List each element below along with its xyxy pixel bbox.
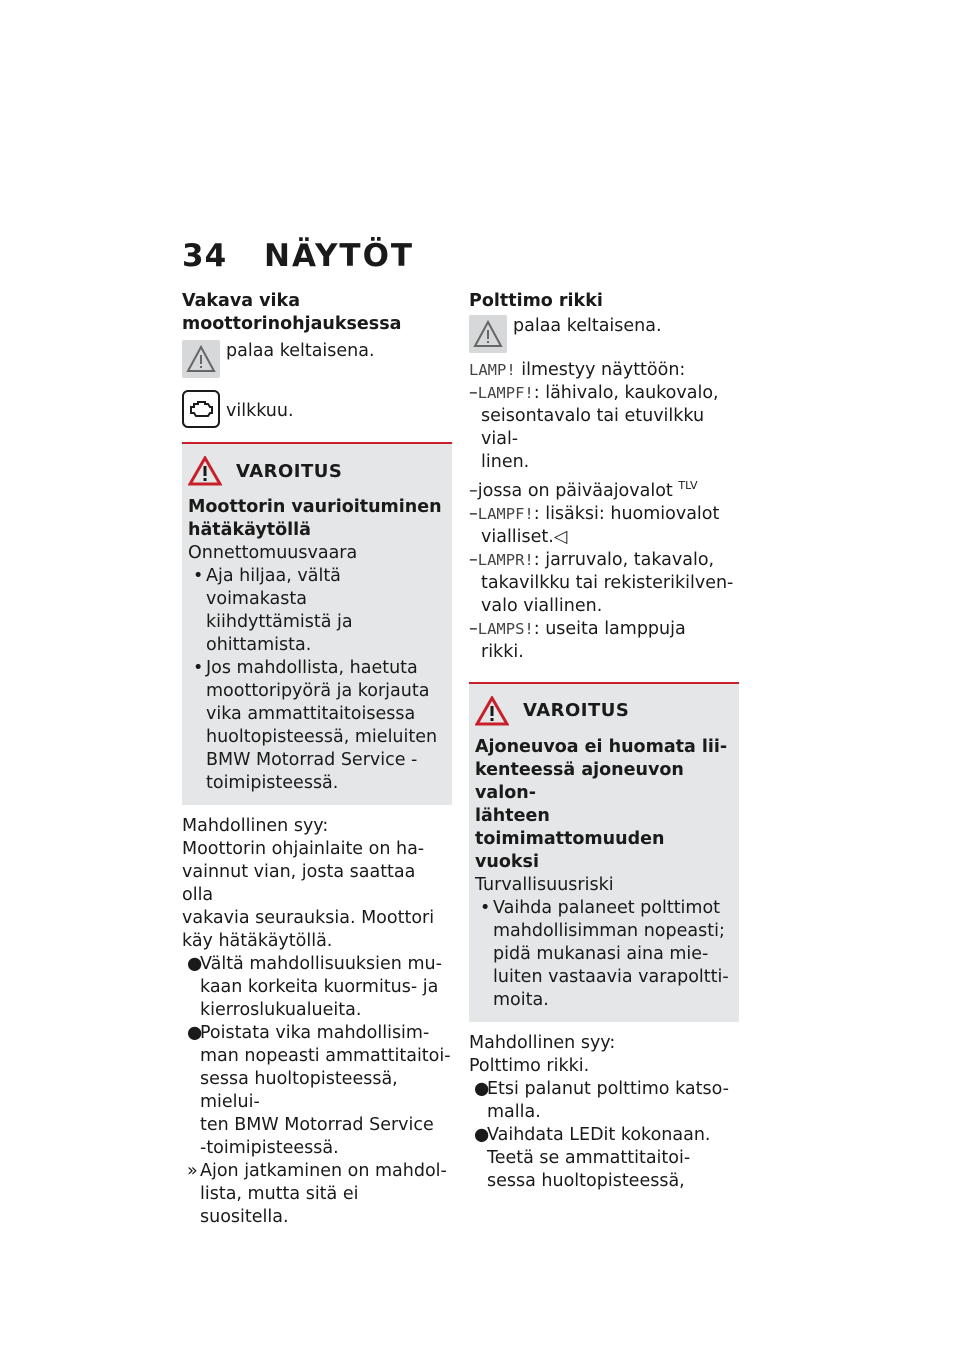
section-heading-bulb: Polttimo rikki (469, 291, 603, 311)
lamp-item: –LAMPS!: useita lamppuja rikki. (469, 618, 686, 662)
cause-label: Mahdollinen syy: (182, 816, 329, 836)
warning-box (469, 682, 739, 1022)
section-heading-engine: Vakava vika moottorinohjauksessa (182, 291, 402, 334)
warning-box (182, 442, 452, 805)
warning-heading: Moottorin vaurioituminen hätäkäytöllä (188, 497, 442, 540)
lamp-item: –jossa on päiväajovalot $^{TLV}$ (469, 479, 698, 501)
engine-icon (182, 390, 220, 428)
warning-triangle-icon (475, 696, 509, 726)
warning-title: VAROITUS (523, 700, 630, 722)
warning-bullet: • Vaihda palaneet polttimot mahdollisimman nopeasti; pidä mukanasi aina mie- luiten vastaavia varapoltti- moita. (480, 897, 729, 1010)
cause-label: Mahdollinen syy: (469, 1032, 616, 1053)
warning-bullet: • Aja hiljaa, vältä voimakasta kiihdyttämistä ja ohittamista. (193, 566, 353, 655)
display-message: LAMP! ilmestyy näyttöön: (469, 360, 686, 380)
warning-bullet: • Jos mahdollista, haetuta moottoripyörä ja korjauta vika ammattitaitoisessa huoltopisteessä, mieluiten BMW Motorrad Service - toimipisteessä. (193, 658, 438, 793)
action-item: ●Vaihdata LEDit kokonaan. Teetä se ammattitaitoi- sessa huoltopisteessä, (474, 1124, 711, 1191)
warning-heading: Ajoneuvoa ei huomata lii- kenteessä ajoneuvon valon- lähteen toimimattomuuden vuoksi (475, 736, 728, 872)
warning-subtitle: Turvallisuusriski (475, 874, 614, 895)
cause-text: Moottorin ohjainlaite on ha- vainnut vian, josta saattaa olla vakavia seurauksia. Moottori käy hätäkäytöllä. (182, 839, 435, 951)
lamp-item: –LAMPR!: jarruvalo, takavalo, takavilkku tai rekisterikilven- valo viallinen. (469, 549, 734, 616)
result-item: » Ajon jatkaminen on mahdol- lista, mutta sitä ei suositella. (187, 1161, 447, 1227)
indicator-text: palaa keltaisena. (513, 316, 662, 336)
page-number: 34 (182, 238, 228, 274)
lamp-item: –LAMPF!: lisäksi: huomiovalot vialliset.◁ (469, 503, 720, 547)
action-item: ●Etsi palanut polttimo katso- malla. (474, 1078, 729, 1122)
warning-subtitle: Onnettomuusvaara (188, 543, 358, 563)
indicator-text: palaa keltaisena. (226, 341, 375, 361)
indicator-row-engine (182, 390, 452, 428)
lamp-item: –LAMPF!: lähivalo, kaukovalo, seisontavalo tai etuvilkku vial- linen. (469, 383, 719, 472)
right-column (469, 290, 739, 1193)
left-column (182, 290, 452, 1229)
indicator-row-warning (182, 340, 452, 378)
warning-triangle-icon (182, 340, 220, 378)
cause-text: Polttimo rikki. (469, 1055, 590, 1076)
indicator-text: vilkkuu. (226, 401, 294, 421)
warning-triangle-icon (469, 315, 507, 353)
indicator-row-warning (469, 315, 739, 353)
chapter-title: NÄYTÖT (264, 238, 415, 274)
action-item: ●Poistata vika mahdollisim- man nopeasti ammattitaitoi- sessa huoltopisteessä, mielui- ten BMW Motorrad Service -toimipisteessä. (187, 1023, 451, 1158)
warning-triangle-icon (188, 456, 222, 486)
warning-title: VAROITUS (236, 460, 343, 482)
action-item: ●Vältä mahdollisuuksien mu- kaan korkeita kuormitus- ja kierroslukualueita. (187, 954, 442, 1020)
